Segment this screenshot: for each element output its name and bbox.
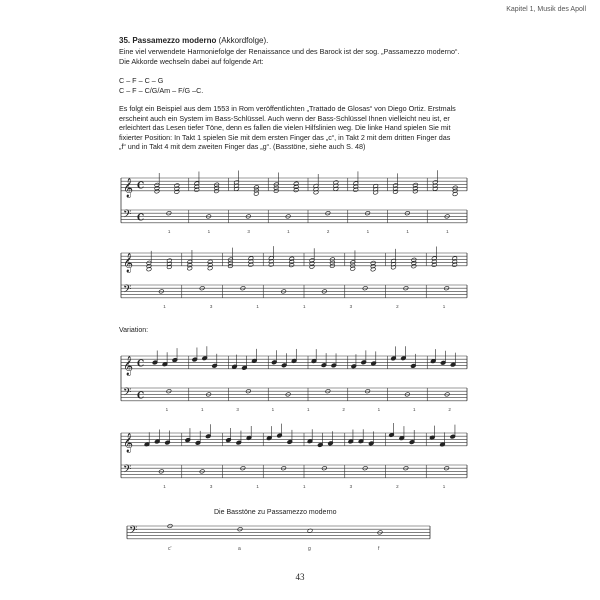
chord-line-2: C – F – C/G/Am – F/G –C. — [119, 86, 204, 95]
page-number: 43 — [295, 572, 305, 582]
body-paragraph — [119, 104, 499, 152]
chapter-header: Kapitel 1, Musik des Apoll — [506, 6, 586, 13]
fingering-number: 1 — [413, 406, 416, 412]
body-line-3: erleichtert das Lesen tiefer Töne, denn es fallen die vielen Hilfslinien weg. Die linke Hand spielen Sie mit — [119, 123, 451, 133]
bass-clef-icon: 𝄢 — [129, 524, 138, 540]
time-signature: C — [137, 391, 145, 402]
staff-lines — [121, 433, 467, 446]
basstone-staff — [125, 520, 435, 560]
fingering-number: 3 — [209, 483, 213, 489]
bass-clef-icon: 𝄢 — [123, 386, 132, 402]
section-subtitle: (Akkordfolge). — [216, 36, 269, 45]
fingering-number: 2 — [448, 406, 451, 412]
fingering-number: 1 — [442, 483, 446, 489]
section-heading — [119, 36, 268, 45]
fingering-number: 1 — [163, 303, 166, 309]
fingering-number: 1 — [256, 483, 259, 489]
time-signature: C — [137, 359, 145, 370]
fingering-number: 3 — [236, 406, 239, 412]
body-line-4: fixierter Position: In Takt 1 spielen Sie mit dem ersten Finger das „c“, in Takt 2 mit dem dritten Finger das — [119, 132, 451, 142]
fingering-number: 2 — [342, 406, 345, 412]
bass-clef-icon: 𝄢 — [123, 283, 132, 299]
chord-line-1: C – F – C – G — [119, 76, 164, 85]
fingering-number: 1 — [406, 228, 409, 234]
fingering-number: 1 — [207, 228, 211, 234]
fingering-number: 1 — [167, 228, 171, 234]
fingering-number: 2 — [396, 303, 399, 309]
fingering-number: 2 — [326, 228, 330, 234]
fingering-number: 2 — [396, 483, 399, 489]
basstone-label: Die Basstöne zu Passamezzo moderno — [214, 509, 337, 516]
fingering-number: 3 — [209, 303, 213, 309]
fingering-number: 1 — [366, 228, 370, 234]
staff-lines — [121, 388, 467, 401]
body-line-1: Es folgt ein Beispiel aus dem 1553 in Rom veröffentlichten „Trattado de Glosas“ von Diego Ortiz. Erstmals — [119, 104, 456, 113]
fingering-number: 1 — [377, 406, 381, 412]
fingering-number: 3 — [247, 228, 250, 234]
body-line-5: „f“ und in Takt 4 mit dem zweiten Finger das „g“. (Basstöne, siehe auch S. 48) — [119, 142, 366, 152]
music-system-1 — [119, 170, 469, 242]
bass-clef-icon: 𝄢 — [123, 208, 132, 224]
fingering-number: 1 — [303, 303, 306, 309]
staff-lines — [121, 465, 467, 478]
treble-clef-icon: 𝄞 — [123, 252, 134, 273]
time-signature: C — [137, 213, 145, 224]
basstone-name: a — [238, 545, 241, 552]
variation-label: Variation: — [119, 327, 149, 334]
basstone-name: f — [378, 545, 380, 552]
intro-line-2: Die Akkorde wechseln dabei auf folgende Art: — [119, 56, 264, 66]
chord-progression — [119, 76, 203, 96]
fingering-number: 1 — [287, 228, 290, 234]
music-system-3 — [119, 348, 469, 420]
fingering-number: 1 — [165, 406, 169, 412]
fingering-number: 3 — [349, 303, 353, 309]
music-system-4 — [119, 425, 469, 497]
fingering-number: 1 — [271, 406, 275, 412]
basstone-name: c' — [168, 545, 172, 552]
intro-paragraph — [119, 47, 499, 66]
staff-lines — [121, 210, 467, 223]
fingering-number: 1 — [303, 483, 306, 489]
staff-lines — [121, 285, 467, 298]
staff-lines — [127, 526, 430, 539]
intro-line-1: Eine viel verwendete Harmoniefolge der Renaissance und des Barock ist der sog. „Passamezzo moderno“. — [119, 47, 460, 56]
fingering-number: 1 — [256, 303, 259, 309]
treble-clef-icon: 𝄞 — [123, 177, 134, 198]
bass-clef-icon: 𝄢 — [123, 463, 132, 479]
music-system-2 — [119, 245, 469, 317]
fingering-number: 1 — [307, 406, 310, 412]
fingering-number: 1 — [442, 303, 446, 309]
fingering-number: 1 — [446, 228, 449, 234]
basstone-name: g — [308, 545, 311, 552]
treble-clef-icon: 𝄞 — [123, 355, 134, 376]
treble-clef-icon: 𝄞 — [123, 432, 134, 453]
fingering-number: 1 — [201, 406, 204, 412]
body-line-2: erscheint auch ein System im Bass-Schlüssel. Auch wenn der Bass-Schlüssel Ihnen vielleicht neu ist, er — [119, 113, 450, 123]
fingering-number: 1 — [163, 483, 166, 489]
fingering-number: 3 — [349, 483, 353, 489]
section-title: 35. Passamezzo moderno — [119, 36, 217, 45]
time-signature: C — [137, 181, 145, 192]
